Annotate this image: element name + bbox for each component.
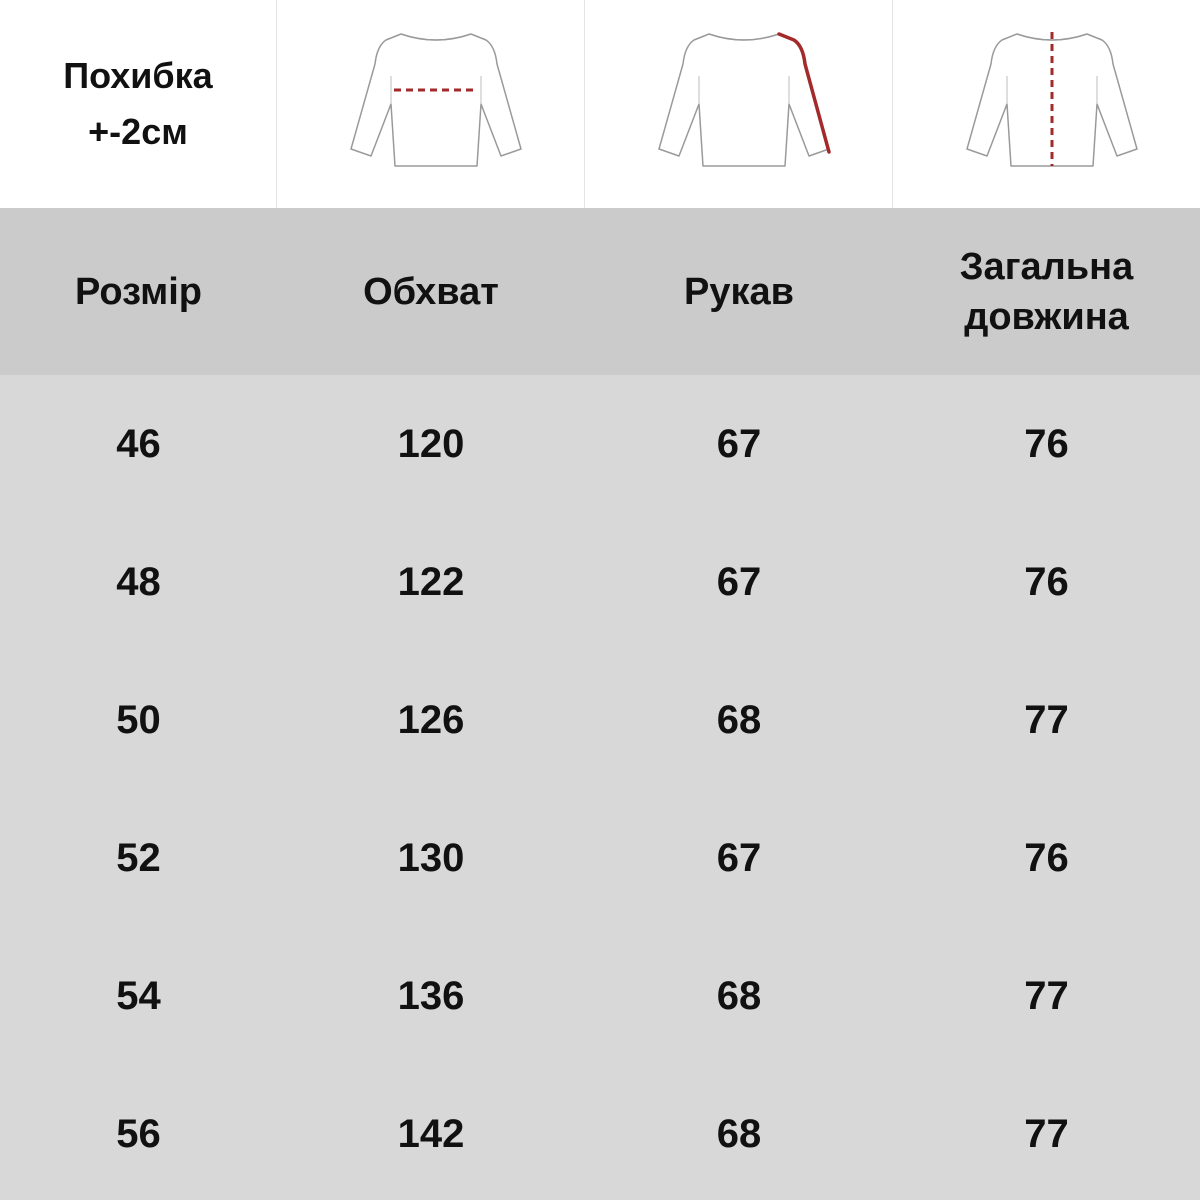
cell-sleeve: 68 [716,697,762,742]
cell-chest: 126 [397,697,465,742]
cell-size: 50 [116,697,161,742]
cell-total-length: 77 [1024,973,1069,1018]
cell-total-length: 77 [1024,697,1069,742]
cell-sleeve: 68 [716,973,762,1018]
sweater-length-measurement-icon [893,0,1200,208]
cell-sleeve: 68 [716,1111,762,1156]
table-row [0,651,1200,789]
table-row [0,789,1200,927]
size-table-body [0,375,1200,1200]
tolerance-note: Похибка +-2см [63,55,213,152]
header-total-length: Загальна довжина [959,245,1134,338]
cell-chest: 136 [397,973,465,1018]
sweater-sleeve-measurement-icon [585,0,893,208]
table-row [0,1065,1200,1203]
size-table-header [0,208,1200,375]
cell-chest: 142 [397,1111,465,1156]
table-row [0,513,1200,651]
cell-size: 46 [116,421,161,466]
table-row [0,927,1200,1065]
header-chest: Обхват [363,270,499,313]
tolerance-cell [0,0,277,208]
cell-size: 54 [116,973,161,1018]
cell-total-length: 76 [1024,421,1069,466]
cell-chest: 122 [397,559,465,604]
cell-total-length: 77 [1024,1111,1069,1156]
cell-sleeve: 67 [716,559,762,604]
cell-sleeve: 67 [716,835,762,880]
header-sleeve: Рукав [684,270,794,313]
header-size: Розмір [75,270,202,313]
cell-size: 48 [116,559,161,604]
cell-total-length: 76 [1024,835,1069,880]
cell-chest: 130 [397,835,465,880]
sweater-chest-measurement-icon [277,0,585,208]
cell-total-length: 76 [1024,559,1069,604]
table-row [0,375,1200,513]
measurement-diagrams-row [0,0,1200,208]
cell-sleeve: 67 [716,421,762,466]
cell-size: 56 [116,1111,161,1156]
cell-size: 52 [116,835,161,880]
cell-chest: 120 [397,421,465,466]
